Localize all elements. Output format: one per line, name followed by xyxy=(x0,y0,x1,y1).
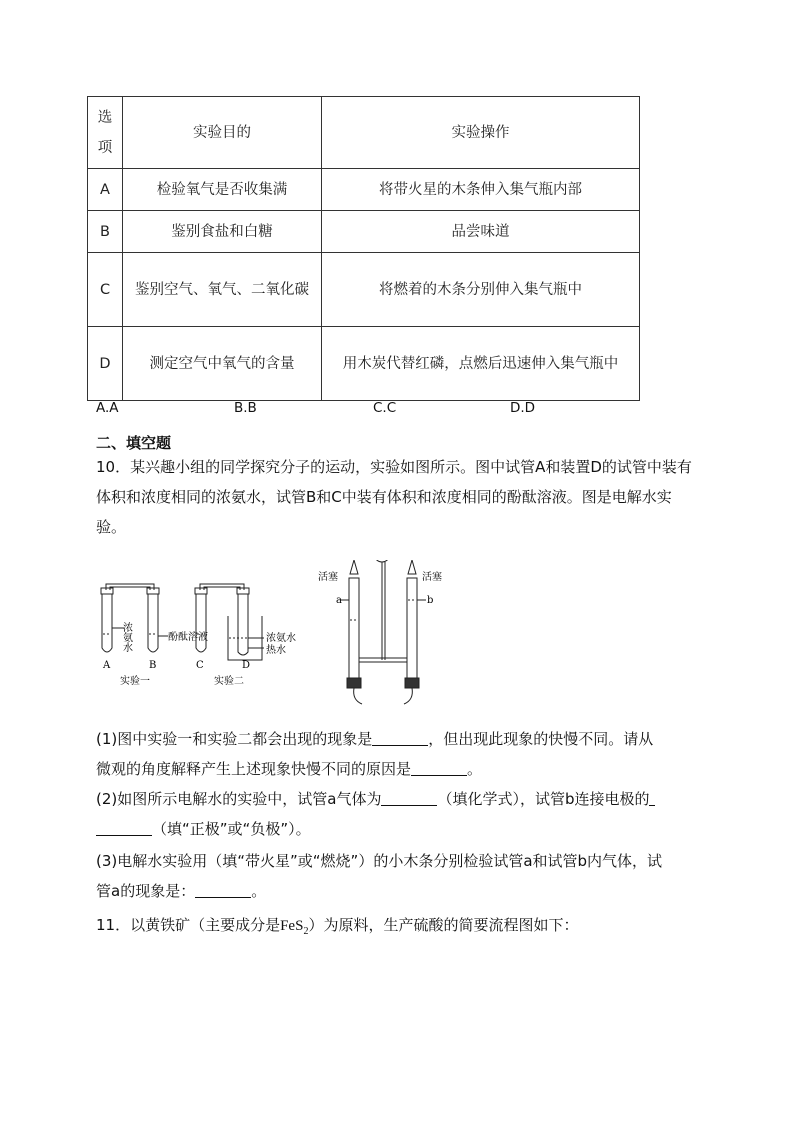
row-purpose: 检验氧气是否收集满 xyxy=(123,169,322,211)
q10-sub2-line1: (2)如图所示电解水的实验中，试管a气体为 （填化学式），试管b连接电极的 xyxy=(96,788,655,809)
huosai-left-label: 活塞 xyxy=(318,572,338,583)
row-option: B xyxy=(88,211,123,253)
answer-blank[interactable] xyxy=(649,790,655,806)
tube-a-electrolysis: a xyxy=(336,595,342,606)
header-option: 选项 xyxy=(88,97,123,169)
label-nonganshui: 浓氨水 xyxy=(266,633,296,644)
q10-sub2-line2: （填“正极”或“负极”）。 xyxy=(96,818,311,839)
experiment-one-apparatus xyxy=(101,584,168,652)
answer-blank[interactable] xyxy=(411,760,467,776)
choice-b[interactable]: B.B xyxy=(234,400,257,416)
q10-sub3-line2: 管a的现象是： 。 xyxy=(96,882,267,900)
table-row xyxy=(88,169,640,211)
tube-b-electrolysis: b xyxy=(427,595,434,606)
q10-sub1-line2: 微观的角度解释产生上述现象快慢不同的原因是 。 xyxy=(96,760,483,778)
row-option: C xyxy=(88,253,123,327)
q10-sub3-line1: (3)电解水实验用（填“带火星”或“燃烧”）的小木条分别检验试管a和试管b内气体，试 xyxy=(96,852,663,870)
experiment-two-apparatus xyxy=(195,584,264,660)
tube-a-label: A xyxy=(103,660,111,671)
answer-blank[interactable] xyxy=(96,820,152,836)
row-option: D xyxy=(88,327,123,401)
choice-a[interactable]: A.A xyxy=(96,400,119,416)
table-row xyxy=(88,211,640,253)
choice-c[interactable]: C.C xyxy=(373,400,397,416)
row-operation: 用木炭代替红磷，点燃后迅速伸入集气瓶中 xyxy=(322,327,640,401)
exp1-label: 实验一 xyxy=(120,676,150,687)
header-purpose: 实验目的 xyxy=(123,97,322,169)
row-purpose: 测定空气中氧气的含量 xyxy=(123,327,322,401)
row-purpose: 鉴别食盐和白糖 xyxy=(123,211,322,253)
row-operation: 将带火星的木条伸入集气瓶内部 xyxy=(322,169,640,211)
formula-fes2: FeS$_2$ xyxy=(280,918,309,937)
options-table xyxy=(87,96,640,401)
row-option: A xyxy=(88,169,123,211)
q10-stem: 10．某兴趣小组的同学探究分子的运动，实验如图所示。图中试管A和装置D的试管中装有体积和浓度相同的浓氨水，试管B和C中装有体积和浓度相同的酚酞溶液。图是电解水实验。 xyxy=(96,458,692,536)
q11-stem: 11．以黄铁矿（主要成分是FeS$_2$）为原料，生产硫酸的简要流程图如下： xyxy=(96,916,579,937)
electrolysis-apparatus xyxy=(340,560,426,704)
q10-figure xyxy=(96,560,456,710)
answer-blank[interactable] xyxy=(381,790,437,806)
huosai-right-label: 活塞 xyxy=(422,572,442,583)
q10-sub1-line1: (1)图中实验一和实验二都会出现的现象是 ，但出现此现象的快慢不同。请从 xyxy=(96,730,654,748)
answer-choices xyxy=(96,400,636,420)
tube-d-label: D xyxy=(242,660,251,671)
exp2-label: 实验二 xyxy=(214,676,244,687)
answer-blank[interactable] xyxy=(195,882,251,898)
row-operation: 品尝味道 xyxy=(322,211,640,253)
label-reshui: 热水 xyxy=(266,645,286,656)
header-operation: 实验操作 xyxy=(322,97,640,169)
row-purpose: 鉴别空气、氧气、二氧化碳 xyxy=(123,253,322,327)
row-operation: 将燃着的木条分别伸入集气瓶中 xyxy=(322,253,640,327)
tube-c-label: C xyxy=(196,660,204,671)
table-row xyxy=(88,327,640,401)
label-nongan: 浓氨水 xyxy=(120,622,132,652)
label-fentai: 酚酞溶液 xyxy=(168,632,208,643)
answer-blank[interactable] xyxy=(372,730,428,746)
section-title: 二、填空题 xyxy=(96,434,172,452)
table-row xyxy=(88,253,640,327)
tube-b-label: B xyxy=(149,660,157,671)
choice-d[interactable]: D.D xyxy=(510,400,536,416)
table-header-row xyxy=(88,97,640,169)
